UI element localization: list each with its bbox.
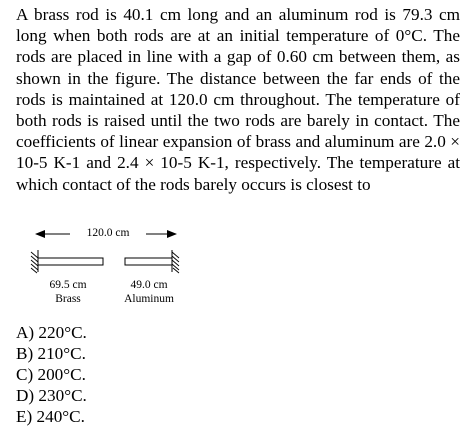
choice-c[interactable]: C) 200°C.: [16, 365, 86, 384]
aluminum-length-label: 49.0 cm: [130, 279, 168, 291]
aluminum-name-label: Aluminum: [124, 293, 174, 305]
choice-d[interactable]: D) 230°C.: [16, 386, 87, 405]
choice-e[interactable]: E) 240°C.: [16, 407, 85, 426]
choice-b[interactable]: B) 210°C.: [16, 344, 86, 363]
answer-choices: [16, 322, 87, 427]
brass-length-label: 69.5 cm: [49, 279, 87, 291]
choice-a[interactable]: A) 220°C.: [16, 323, 87, 342]
right-wall: [172, 250, 179, 273]
total-length-label: 120.0 cm: [70, 227, 146, 240]
aluminum-rod: [125, 258, 172, 265]
brass-name-label: Brass: [55, 293, 81, 305]
rod-figure: [0, 222, 474, 312]
left-wall: [31, 250, 38, 273]
brass-rod: [38, 258, 103, 265]
question-text: A brass rod is 40.1 cm long and an aluminum rod is 79.3 cm long when both rods are at an initial temperature of 0°C. The rods are placed in line with a gap of 0.60 cm between them, as shown in the figure. The distance between the far ends of the rods is maintained at 120.0 cm throughout. The temperature of both rods is raised until the two rods are barely in contact. The coefficients of linear expansion of brass and aluminum are 2.0 × 10-5 K-1 and 2.4 × 10-5 K-1, respectively. The temperature at which contact of the rods barely occurs is closest to: [16, 5, 460, 194]
